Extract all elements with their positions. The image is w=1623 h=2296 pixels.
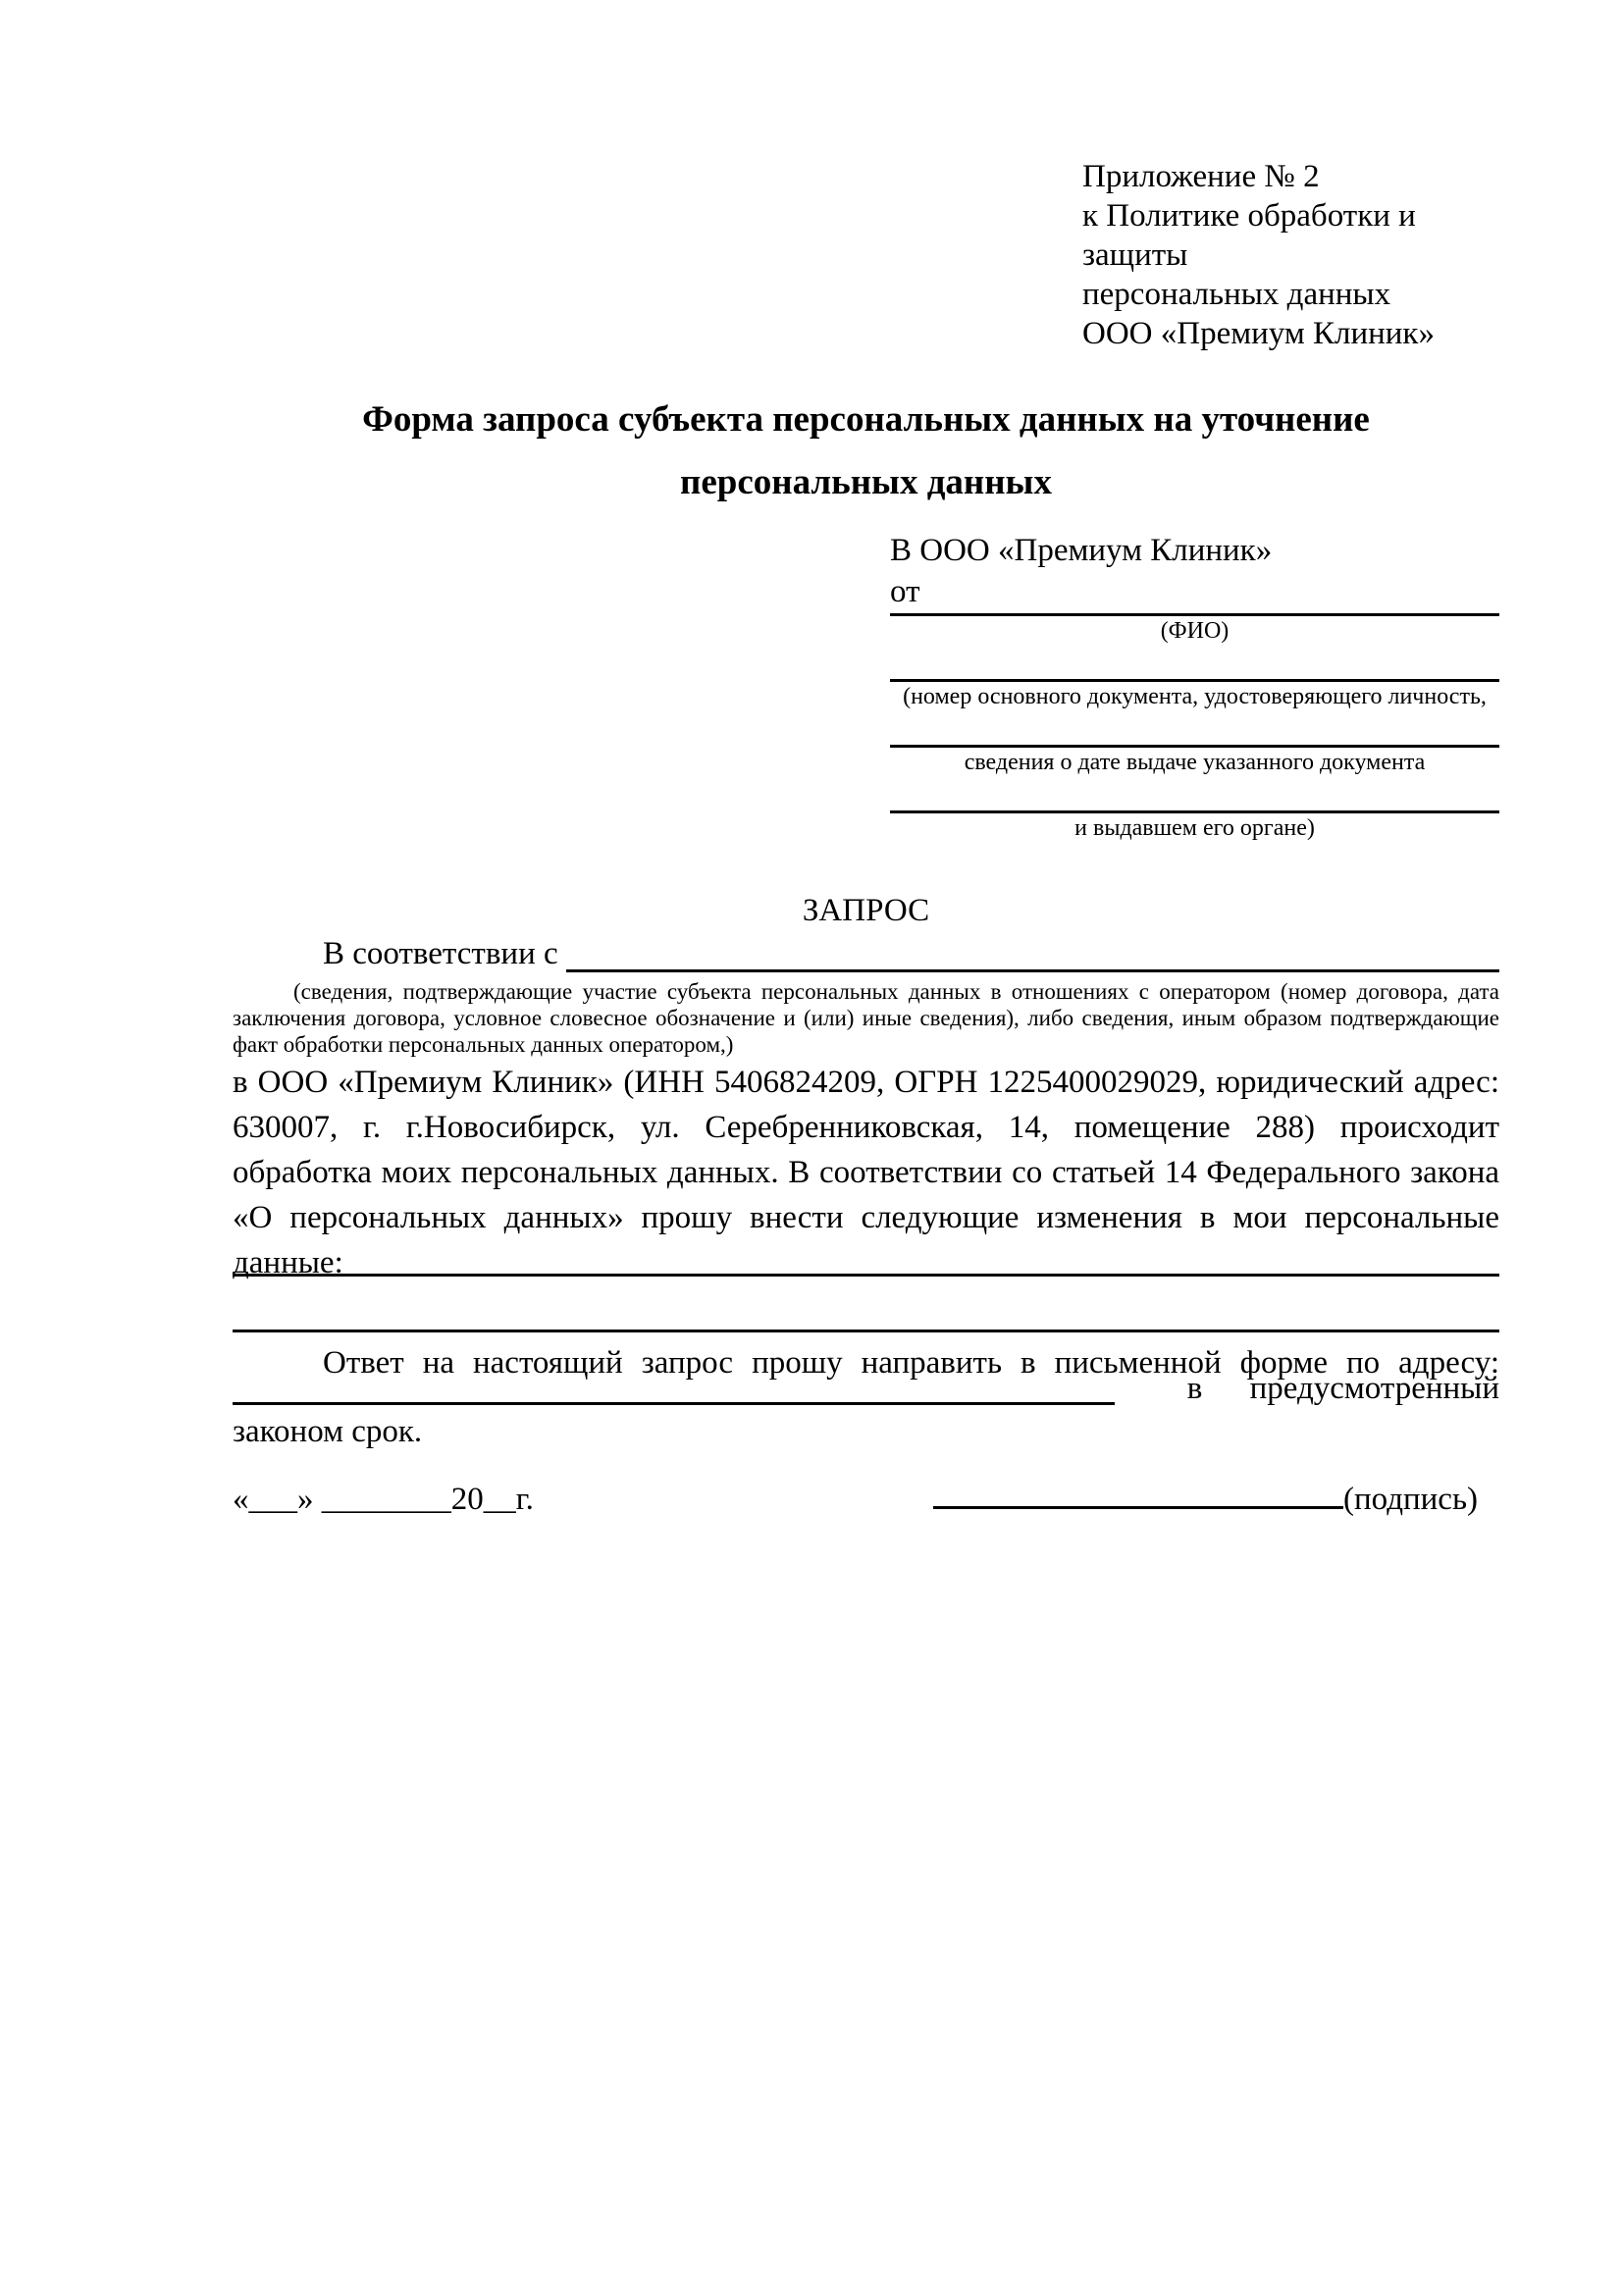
reply-address-blank-line <box>233 1371 1115 1405</box>
request-heading: ЗАПРОС <box>802 893 930 928</box>
appendix-line: Приложение № 2 <box>1082 159 1320 194</box>
addressee-to: В ООО «Премиум Клиник» <box>890 533 1273 568</box>
signature-group <box>933 1474 1478 1522</box>
according-label: В соответствии с <box>323 936 558 971</box>
appendix-line: к Политике обработки и защиты <box>1082 198 1416 273</box>
basis-caption: (сведения, подтверждающие участие субъекта персональных данных в отношениях с оператором (номер договора, дата заключения договора, условное словесное обозначение и (или) иные сведения), либо сведения, иным образом подтверждающие факт обработки персональных данных оператором,) <box>233 979 1499 1057</box>
reply-paragraph-line3: законом срок. <box>233 1414 423 1449</box>
issuing-authority-caption: и выдавшем его органе) <box>1074 815 1315 841</box>
addressee-from-label: от <box>890 574 920 609</box>
issue-date-caption: сведения о дате выдаче указанного документа <box>964 750 1426 775</box>
appendix-block <box>1082 157 1499 353</box>
date-line: «___» ________20__г. <box>233 1482 534 1517</box>
reply-paragraph-line1: Ответ на настоящий запрос прошу направить в письменной форме по адресу: <box>323 1345 1499 1381</box>
form-title-line2: персональных данных <box>680 462 1052 502</box>
form-title <box>233 389 1499 514</box>
changes-blank-line-1 <box>233 1274 1499 1277</box>
addressee-block <box>890 530 1499 843</box>
changes-blank-line-2 <box>233 1330 1499 1332</box>
fio-caption: (ФИО) <box>1160 618 1230 644</box>
signature-caption: (подпись) <box>1343 1482 1478 1517</box>
form-title-line1: Форма запроса субъекта персональных данных на уточнение <box>362 399 1370 440</box>
main-paragraph: в ООО «Премиум Клиник» (ИНН 5406824209, ОГРН 1225400029029, юридический адрес: 630007, г. г.Новосибирск, ул. Серебренниковская, 14, помещение 288) происходит обработка моих персональных данных. В соответствии со статьей 14 Федерального закона «О персональных данных» прошу внести следующие изменения в мои персональные данные: <box>233 1065 1499 1280</box>
appendix-line: ООО «Премиум Клиник» <box>1082 316 1435 351</box>
document-number-caption: (номер основного документа, удостоверяющего личность, <box>903 684 1487 709</box>
appendix-line: персональных данных <box>1082 277 1391 312</box>
footer-row <box>233 1474 1499 1522</box>
basis-row <box>233 937 1499 972</box>
basis-blank-line <box>566 934 1499 972</box>
signature-blank-line <box>933 1474 1343 1509</box>
reply-paragraph-line2 <box>233 1371 1499 1406</box>
reply-paragraph-line2-tail: в предусмотренный <box>1186 1371 1499 1406</box>
